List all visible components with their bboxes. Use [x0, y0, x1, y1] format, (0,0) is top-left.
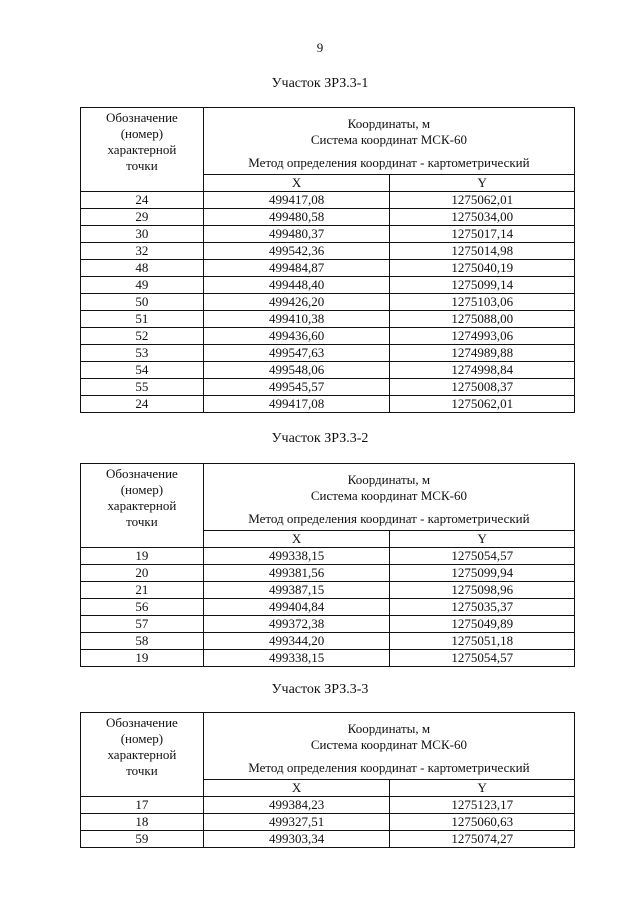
x-coordinate-cell: 499384,23: [203, 796, 390, 813]
method-header: Метод определения координат - картометрический: [203, 153, 574, 174]
section-title-zrz-3-2: Участок ЗРЗ.3-2: [271, 431, 369, 446]
point-number-cell: 18: [81, 813, 204, 830]
axis-header-y: Y: [390, 530, 575, 547]
point-number-cell: 29: [81, 208, 204, 225]
axis-header-row: [81, 530, 575, 547]
x-coordinate-cell: 499410,38: [203, 310, 390, 327]
table-row: [81, 649, 575, 666]
table-row: [81, 310, 575, 327]
point-number-cell: 52: [81, 327, 204, 344]
x-coordinate-cell: 499448,40: [203, 276, 390, 293]
x-coordinate-cell: 499344,20: [203, 632, 390, 649]
header-row: [81, 464, 575, 509]
coordinates-header: [203, 108, 574, 153]
y-coordinate-cell: 1275103,06: [390, 293, 575, 310]
table-row: [81, 796, 575, 813]
y-coordinate-cell: 1275054,57: [390, 547, 575, 564]
point-number-cell: 32: [81, 242, 204, 259]
table-row: [81, 242, 575, 259]
y-coordinate-cell: 1274998,84: [390, 361, 575, 378]
table-row: [81, 361, 575, 378]
y-coordinate-cell: 1275099,14: [390, 276, 575, 293]
x-coordinate-cell: 499426,20: [203, 293, 390, 310]
x-coordinate-cell: 499417,08: [203, 191, 390, 208]
point-number-cell: 21: [81, 581, 204, 598]
x-coordinate-cell: 499338,15: [203, 547, 390, 564]
designation-header: [81, 108, 204, 175]
header-row: [81, 108, 575, 153]
designation-header: [81, 713, 204, 780]
axis-header-row: [81, 174, 575, 191]
table-row: [81, 276, 575, 293]
axis-header-x: X: [203, 174, 390, 191]
designation-header-line: характерной: [107, 142, 177, 157]
y-coordinate-cell: 1275098,96: [390, 581, 575, 598]
table-row: [81, 830, 575, 847]
point-number-cell: 17: [81, 796, 204, 813]
point-number-cell: 51: [81, 310, 204, 327]
y-coordinate-cell: 1275014,98: [390, 242, 575, 259]
designation-header-continuation: [81, 174, 204, 191]
point-number-cell: 24: [81, 191, 204, 208]
axis-header-x: X: [203, 530, 390, 547]
designation-header-continuation: [81, 779, 204, 796]
section-title-zrz-3-3: Участок ЗРЗ.3-3: [271, 682, 369, 697]
x-coordinate-cell: 499338,15: [203, 649, 390, 666]
point-number-cell: 30: [81, 225, 204, 242]
coordinates-table-zrz-3-1: [80, 107, 575, 413]
designation-header-line: характерной: [107, 747, 177, 762]
coordinates-unit-label: Координаты, м: [347, 720, 431, 736]
designation-header-line: точки: [126, 158, 158, 173]
axis-header-y: Y: [390, 174, 575, 191]
y-coordinate-cell: 1274993,06: [390, 327, 575, 344]
point-number-cell: 48: [81, 259, 204, 276]
point-number-cell: 50: [81, 293, 204, 310]
axis-header-y: Y: [390, 779, 575, 796]
point-number-cell: 19: [81, 649, 204, 666]
y-coordinate-cell: 1275123,17: [390, 796, 575, 813]
designation-header-line: характерной: [107, 498, 177, 513]
table-row: [81, 598, 575, 615]
axis-header-row: [81, 779, 575, 796]
designation-header-line: Обозначение: [105, 715, 178, 730]
y-coordinate-cell: 1275062,01: [390, 191, 575, 208]
axis-header-x: X: [203, 779, 390, 796]
designation-header-line: Обозначение: [105, 466, 178, 481]
table-row: [81, 327, 575, 344]
coordinate-system-label: Система координат МСК-60: [310, 487, 467, 503]
coordinates-header: [203, 713, 574, 758]
coordinate-system-label: Система координат МСК-60: [310, 736, 467, 752]
x-coordinate-cell: 499381,56: [203, 564, 390, 581]
point-number-cell: 53: [81, 344, 204, 361]
x-coordinate-cell: 499303,34: [203, 830, 390, 847]
coordinates-header: [203, 464, 574, 509]
designation-header-line: (номер): [120, 126, 164, 141]
point-number-cell: 24: [81, 395, 204, 412]
page-number: 9: [316, 40, 324, 55]
designation-header-line: Обозначение: [105, 110, 178, 125]
y-coordinate-cell: 1275060,63: [390, 813, 575, 830]
x-coordinate-cell: 499327,51: [203, 813, 390, 830]
table-row: [81, 581, 575, 598]
header-row: [81, 713, 575, 758]
section-title-zrz-3-1: Участок ЗРЗ.3-1: [271, 76, 369, 91]
table-row: [81, 564, 575, 581]
x-coordinate-cell: 499480,58: [203, 208, 390, 225]
designation-header-line: (номер): [120, 731, 164, 746]
table-row: [81, 225, 575, 242]
designation-header-line: точки: [126, 514, 158, 529]
x-coordinate-cell: 499548,06: [203, 361, 390, 378]
coordinate-system-label: Система координат МСК-60: [310, 131, 467, 147]
y-coordinate-cell: 1275074,27: [390, 830, 575, 847]
table-row: [81, 632, 575, 649]
table-row: [81, 208, 575, 225]
table-row: [81, 615, 575, 632]
point-number-cell: 20: [81, 564, 204, 581]
designation-header-line: (номер): [120, 482, 164, 497]
table-row: [81, 395, 575, 412]
point-number-cell: 56: [81, 598, 204, 615]
y-coordinate-cell: 1275034,00: [390, 208, 575, 225]
x-coordinate-cell: 499417,08: [203, 395, 390, 412]
x-coordinate-cell: 499387,15: [203, 581, 390, 598]
x-coordinate-cell: 499484,87: [203, 259, 390, 276]
point-number-cell: 59: [81, 830, 204, 847]
table-row: [81, 813, 575, 830]
point-number-cell: 58: [81, 632, 204, 649]
designation-header-continuation: [81, 530, 204, 547]
point-number-cell: 54: [81, 361, 204, 378]
y-coordinate-cell: 1275049,89: [390, 615, 575, 632]
method-header: Метод определения координат - картометрический: [203, 509, 574, 530]
x-coordinate-cell: 499545,57: [203, 378, 390, 395]
x-coordinate-cell: 499480,37: [203, 225, 390, 242]
coordinates-unit-label: Координаты, м: [347, 471, 431, 487]
y-coordinate-cell: 1275054,57: [390, 649, 575, 666]
y-coordinate-cell: 1275040,19: [390, 259, 575, 276]
point-number-cell: 55: [81, 378, 204, 395]
table-row: [81, 378, 575, 395]
y-coordinate-cell: 1275008,37: [390, 378, 575, 395]
y-coordinate-cell: 1275099,94: [390, 564, 575, 581]
x-coordinate-cell: 499436,60: [203, 327, 390, 344]
table-row: [81, 547, 575, 564]
coordinates-table-zrz-3-2: [80, 463, 575, 667]
y-coordinate-cell: 1275035,37: [390, 598, 575, 615]
designation-header: [81, 464, 204, 531]
y-coordinate-cell: 1274989,88: [390, 344, 575, 361]
coordinates-unit-label: Координаты, м: [347, 115, 431, 131]
x-coordinate-cell: 499372,38: [203, 615, 390, 632]
designation-header-line: точки: [126, 763, 158, 778]
point-number-cell: 57: [81, 615, 204, 632]
point-number-cell: 19: [81, 547, 204, 564]
y-coordinate-cell: 1275051,18: [390, 632, 575, 649]
x-coordinate-cell: 499542,36: [203, 242, 390, 259]
x-coordinate-cell: 499404,84: [203, 598, 390, 615]
point-number-cell: 49: [81, 276, 204, 293]
table-row: [81, 344, 575, 361]
table-row: [81, 259, 575, 276]
x-coordinate-cell: 499547,63: [203, 344, 390, 361]
y-coordinate-cell: 1275062,01: [390, 395, 575, 412]
y-coordinate-cell: 1275017,14: [390, 225, 575, 242]
coordinates-table-zrz-3-3: [80, 712, 575, 848]
method-header: Метод определения координат - картометрический: [203, 758, 574, 779]
table-row: [81, 293, 575, 310]
y-coordinate-cell: 1275088,00: [390, 310, 575, 327]
table-row: [81, 191, 575, 208]
